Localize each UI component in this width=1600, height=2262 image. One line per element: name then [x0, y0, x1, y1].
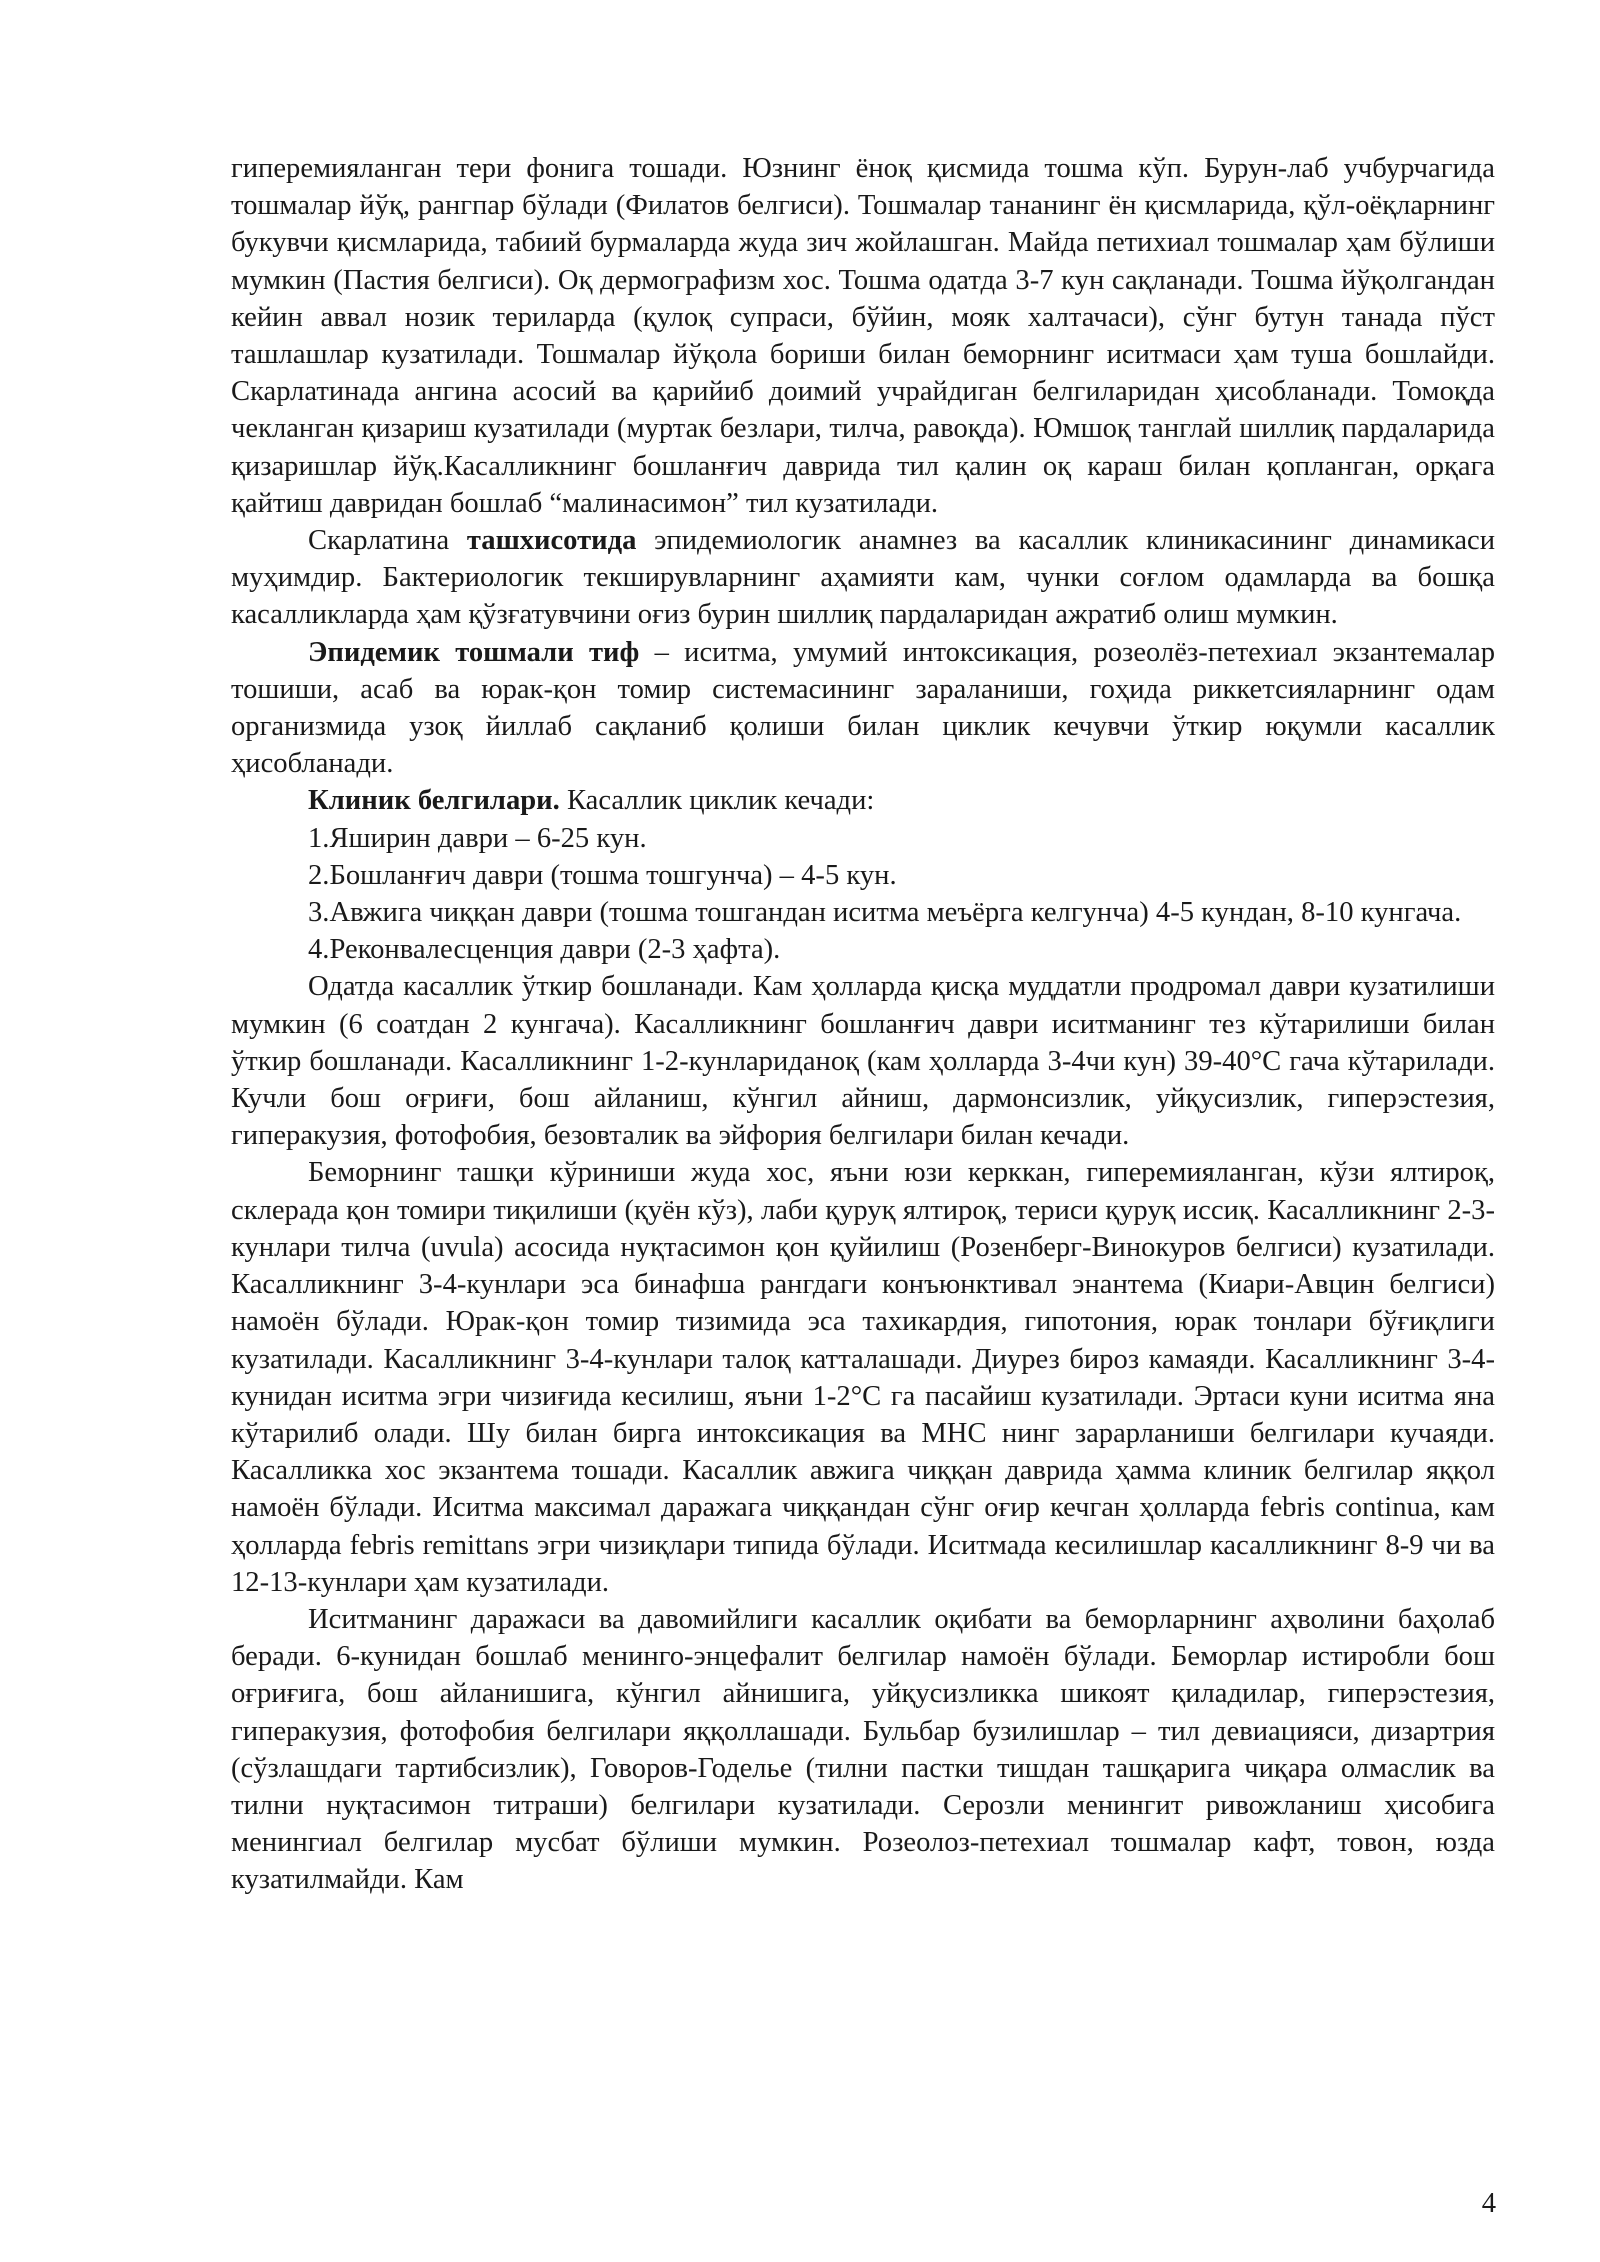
paragraph-text: Касаллик циклик кечади:	[559, 785, 875, 817]
paragraph-onset: Одатда касаллик ўткир бошланади. Кам ҳолларда қисқа муддатли продромал даври кузатилиши мумкин (6 соатдан 2 кунгача). Касалликнинг бошланғич даври иситманинг тез кўтарилиши билан ўткир бошланади. Касалликнинг 1-2-кунлариданоқ (кам ҳолларда 3-4чи кун) 39-40°С гача кўтарилади. Кучли бош оғриғи, бош айланиш, кўнгил айниш, дармонсизлик, уйқусизлик, гиперэстезия, гиперакузия, фотофобия, безовталик ва эйфория белгилари билан кечади.	[231, 971, 1495, 1152]
paragraph-text: Скарлатина	[308, 525, 467, 557]
paragraph-text: эпидемиологик анамнез ва касаллик клиникасининг динамикаси муҳимдир. Бактериологик текширувларнинг аҳамияти кам, чунки соғлом одамларда ва бошқа касалликларда ҳам қўзғатувчини оғиз бурин шиллиқ пардаларидан ажратиб олиш мумкин.	[231, 525, 1495, 631]
paragraph-typhus-definition	[231, 634, 1495, 783]
list-item-period-3: 3.Авжига чиққан даври (тошма тошгандан иситма меъёрга келгунча) 4-5 кундан, 8-10 кунгача.	[308, 897, 1462, 929]
bold-term: Эпидемик тошмали тиф	[308, 636, 640, 668]
list-item-period-4: 4.Реконвалесценция даври (2-3 ҳафта).	[308, 934, 781, 966]
bold-heading: Клиник белгилари.	[308, 785, 560, 817]
bold-term: ташхисотида	[466, 525, 637, 557]
paragraph-scarlatina-diagnosis	[231, 522, 1495, 634]
list-item-period-1: 1.Яширин даври – 6-25 кун.	[308, 822, 647, 854]
paragraph-text: – иситма, умумий интоксикация, розеолёз-петехиал экзантемалар тошиши, асаб ва юрак-қон томир системасининг зараланиши, гоҳида риккетсияларнинг одам организмида узоқ йиллаб сақланиб қолиши билан циклик кечувчи ўткир юқумли касаллик ҳисобланади.	[231, 636, 1495, 780]
document-page	[231, 150, 1495, 1899]
paragraph-appearance: Беморнинг ташқи кўриниши жуда хос, яъни юзи керккан, гиперемияланган, кўзи ялтироқ, склерада қон томири тиқилиши (қуён кўз), лаби қуруқ ялтироқ, териси қуруқ иссиқ. Касалликнинг 2-3-кунлари тилча (uvula) асосида нуқтасимон қон қуйилиш (Розенберг-Винокуров белгиси) кузатилади. Касалликнинг 3-4-кунлари эса бинафша рангдаги конъюнктивал энантема (Киари-Авцин белгиси) намоён бўлади. Юрак-қон томир тизимида эса тахикардия, гипотония, юрак тонлари бўғиқлиги кузатилади. Касалликнинг 3-4-кунлари талоқ катталашади. Диурез бироз камаяди. Касалликнинг 3-4-кунидан иситма эгри чизиғида кесилиш, яъни 1-2°С га пасайиш кузатилади. Эртаси куни иситма яна кўтарилиб олади. Шу билан бирга интоксикация ва МНС нинг зарарланиши белгилари кучаяди. Касалликка хос экзантема тошади. Касаллик авжига чиққан даврида ҳамма клиник белгилар яққол намоён бўлади. Иситма максимал даражага чиққандан сўнг оғир кечган ҳолларда febris continua, кам ҳолларда febris remittans эгри чизиқлари типида бўлади. Иситмада кесилишлар касалликнинг 8-9 чи ва 12-13-кунлари ҳам кузатилади.	[231, 1157, 1495, 1598]
list-item-period-2: 2.Бошланғич даври (тошма тошгунча) – 4-5 кун.	[308, 859, 897, 891]
paragraph-clinical-signs	[231, 782, 1495, 819]
page-number: 4	[1481, 2188, 1496, 2219]
paragraph-fever-course: Иситманинг даражаси ва давомийлиги касаллик оқибати ва беморларнинг аҳволини баҳолаб беради. 6-кунидан бошлаб менинго-энцефалит белгилар намоён бўлади. Беморлар истиробли бош оғриғига, бош айланишига, кўнгил айнишига, уйқусизликка шикоят қиладилар, гиперэстезия, гиперакузия, фотофобия белгилари яққоллашади. Бульбар бузилишлар – тил девиацияси, дизартрия (сўзлашдаги тартибсизлик), Говоров-Годелье (тилни пастки тишдан ташқарига чиқара олмаслик ва тилни нуқтасимон титраши) белгилари кузатилади. Серозли менингит ривожланиш ҳисобига менингиал белгилар мусбат бўлиши мумкин. Розеолоз-петехиал тошмалар кафт, товон, юзда кузатилмайди. Кам	[231, 1603, 1495, 1896]
paragraph-scarlatina-rash: гиперемияланган тери фонига тошади. Юзнинг ёноқ қисмида тошма кўп. Бурун-лаб учбурчагида тошмалар йўқ, рангпар бўлади (Филатов белгиси). Тошмалар тананинг ён қисмларида, қўл-оёқларнинг букувчи қисмларида, табиий бурмаларда жуда зич жойлашган. Майда петихиал тошмалар ҳам бўлиши мумкин (Пастия белгиси). Оқ дермографизм хос. Тошма одатда 3-7 кун сақланади. Тошма йўқолгандан кейин аввал нозик териларда (қулоқ супраси, бўйин, мояк халтачаси), сўнг бутун танада пўст ташлашлар кузатилади. Тошмалар йўқола бориши билан беморнинг иситмаси ҳам туша бошлайди. Скарлатинада ангина асосий ва қарийиб доимий учрайдиган белгиларидан ҳисобланади. Томоқда чекланган қизариш кузатилади (муртак безлари, тилча, равоқда). Юмшоқ танглай шиллиқ пардаларида қизаришлар йўқ.Касалликнинг бошланғич даврида тил қалин оқ караш билан қопланган, орқага қайтиш давридан бошлаб “малинасимон” тил кузатилади.	[231, 153, 1495, 519]
